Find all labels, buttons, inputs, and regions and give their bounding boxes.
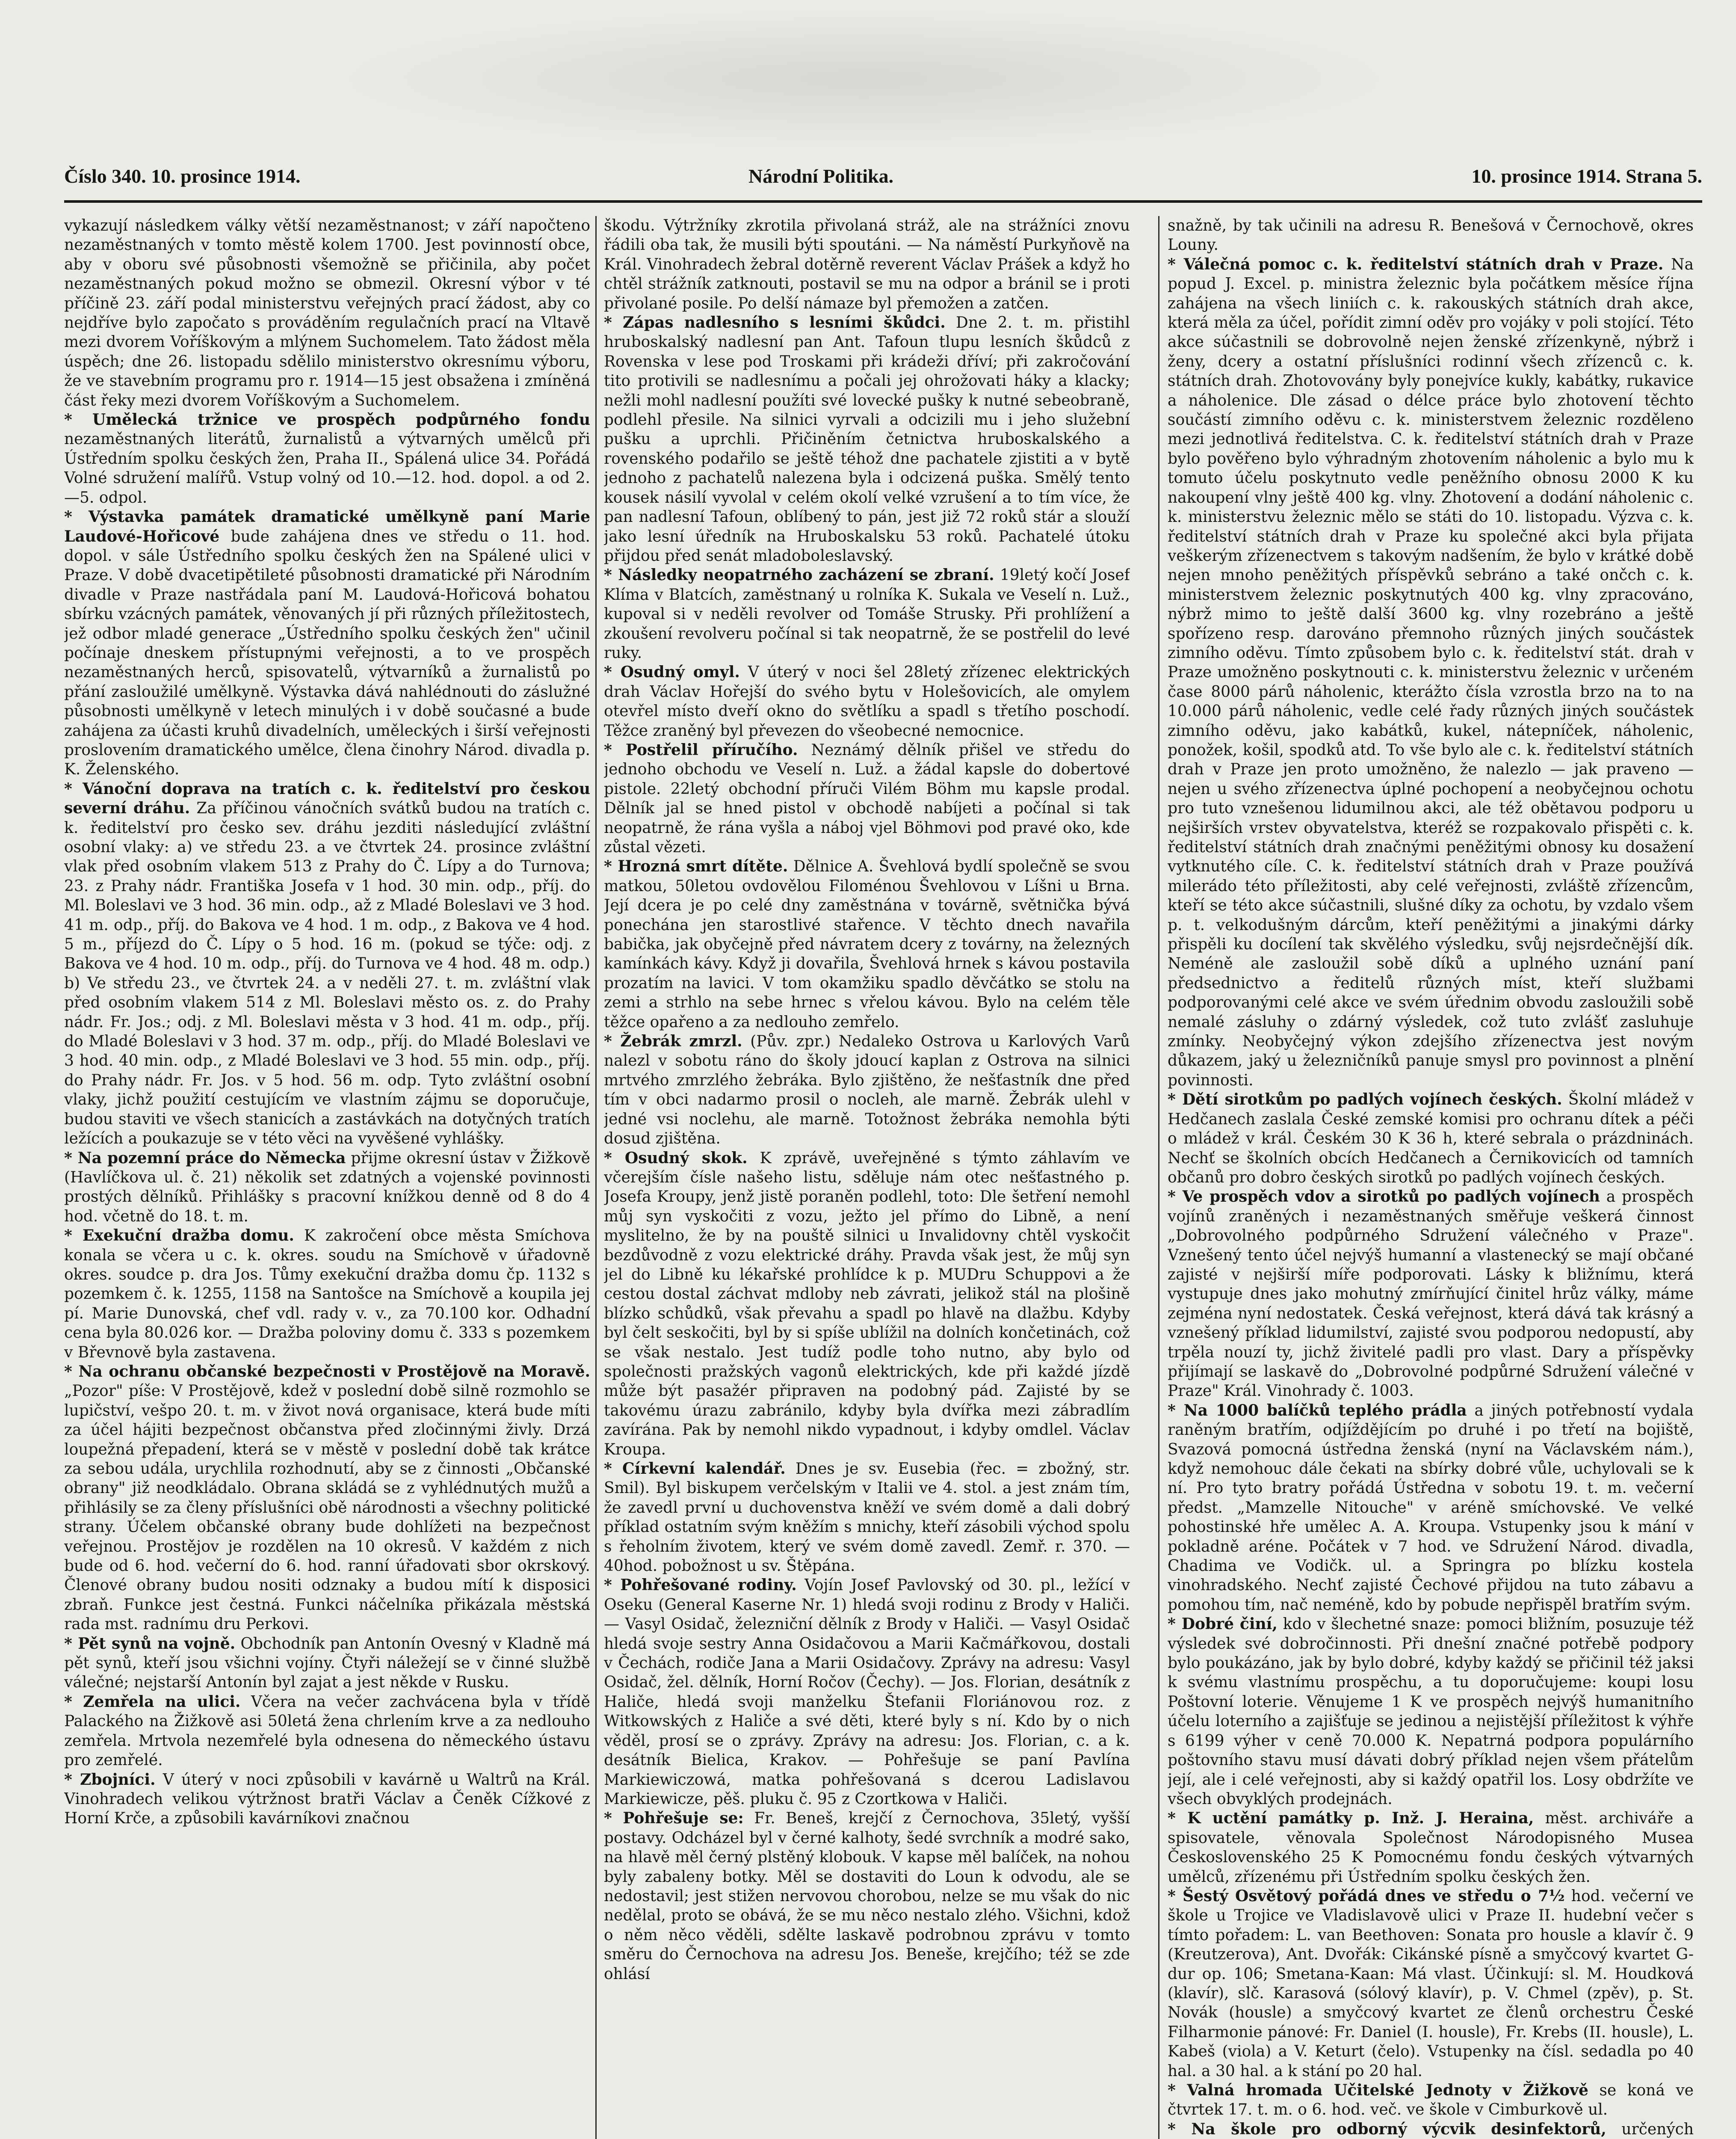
article-paragraph [604,1576,1130,1809]
article-paragraph [604,313,1130,566]
article-heading: * Umělecká tržnice ve prospěch podpůrného fondu [64,411,590,429]
article-text: Dnes je sv. Eusebia (řec. = zbožný, str. Smil). Byl biskupem verčelským v Italii ve 4. stol. a jest znám tím, že zavedl první u duchovenstva kněží ve svém domě a dali dobrý příklad ostatním svým kněžím s mnichy, kteří zásobili východ spolu s řeholním životem, který ve svém domě zavedl. Zemř. r. 370. — 40hod. pobožnost u sv. Štěpána. [604,1460,1130,1575]
column-2 [604,216,1130,2139]
article-text: Za příčinou vánočních svátků budou na tratích c. k. ředitelství pro česko sev. dráhu jezditi následující zvláštní osobní vlaky: a) ve středu 23. a ve čtvrtek 24. prosince zvláštní vlak před osobním vlakem 513 z Prahy do Č. Lípy a do Turnova; 23. z Prahy nádr. Františka Josefa v 1 hod. 30 min. odp., příj. do Ml. Boleslavi ve 3 hod. 36 min. odp., až z Mladé Boleslavi ve 3 hod. 41 m. odp., příj. do Bakova ve 4 hod. 1 m. odp., z Bakova ve 4 hod. 5 m., příjezd do Č. Lípy o 5 hod. 16 m. (pokud se týče: odj. z Bakova ve 4 hod. 10 m. odp., příj. do Turnova ve 4 hod. 48 m. odp.) b) Ve středu 23., ve čtvrtek 24. a v neděli 27. t. m. zvláštní vlak před osobním vlakem 514 z Ml. Boleslavi město os. z. do Prahy nádr. Fr. Jos.; odj. z Ml. Boleslavi města v 3 hod. 41 m. odp., příj. do Mladé Boleslavi v 3 hod. 37 m. odp., příj. do Mladé Boleslavi ve 3 hod. 40 min. odp., z Mladé Boleslavi ve 3 hod. 55 min. odp., příj. do Prahy nádr. Fr. Jos. v 5 hod. 56 m. odp. Tyto zvláštní osobní vlaky, jichž použití cestujícím ve vlastním zájmu se doporučuje, budou staviti ve všech stanicích a zastávkách na dotyčných tratích ležících a poukazuje se v této věci na vyvěšené vyhlášky. [64,800,590,1148]
article-heading: * Na ochranu občanské bezpečnosti v Prostějově na Moravě. [64,1362,590,1381]
column-divider [595,216,597,2139]
article-heading: * Valná hromada Učitelské Jednoty v Žižkově [1168,2081,1588,2099]
newspaper-title: Národní Politika. [748,165,894,187]
article-paragraph [604,1459,1130,1576]
article-text: určených [1621,2120,1694,2138]
article-text: a jiných potřebností vydala raněným bratřím, odjíždějícím po druhé i po třetí na bojiště, Svazová pomocná ústředna ženská (nyní na Václavském nám.), když nemohouc dále čekati na sbírky dobré vůle, uchylovali se k ní. Pro tyto bratry pořádá Ústředna v sobotu 19. t. m. večerní předst. „Mamzelle Nitouche" v aréně smíchovské. Ve velké pohostinské hře umělec A. A. Kroupa. Vstupenky jsou k mání v pokladně aréne. Počátek v 7 hod. ve Sdružení Národ. divadla, Chadima ve Vodičk. ul. a Springra po blízku kostela vinohradského. Nechť zajisté Čechové přijdou na tuto zábavu a pomohou tím, nač neméně, kdo by pobude nepřispěl bratřím svým. [1168,1401,1694,1614]
article-text: Vojín Josef Pavlovský od 30. pl., ležící v Oseku (General Kaserne Nr. 1) hledá svoji rodinu z Brody v Haliči. — Vasyl Osidač, železniční dělník z Brody v Haliči. — Vasyl Osidač hledá svoje sestry Anna Osidačovou a Marii Kačmářkovou, dostali v Čechách, rodiče Jana a Marii Osidačovy. Zprávy na adresu: Vasyl Osidač, žel. dělník, Horní Ročov (Čechy). — Jos. Florian, desátník z Haliče, hledá svoji manželku Štefanii Floriánovou roz. z Witkowských z Haliče a své děti, které byly s ní. Kdo by o nich věděl, prosí se o zprávy. Zprávy na adresu: Jos. Florian, c. a k. desátník Bielica, Krakov. — Pohřešuje se paní Pavlína Markiewiczowá, matka pohřešovaná s dcerou Ladislavou Markiewicze, pěš. pluku č. 95 z Czortkowa v Haliči. [604,1576,1130,1808]
article-text: nezaměstnaných literátů, žurnalistů a výtvarných umělců při Ústředním spolku českých žen, Praha II., Spálená ulice 34. Pořádá Volné sdružení malířů. Vstup volný od 10.—12. hod. dopol. a od 2.—5. odpol. [64,430,590,507]
article-heading: * K uctění památky p. Inž. J. Heraina, [1168,1809,1534,1828]
date-and-page: 10. prosince 1914. Strana 5. [1471,165,1702,187]
article-text: přijme okresní ústav v Žižkově (Havlíčkova ul. č. 21) několik set zdatných a vojenské povinnosti prostých dělníků. Přihlášky s pracovní knížkou denně od 8 do 4 hod. včetně do 18. t. m. [64,1149,590,1225]
article-text: škodu. Výtržníky zkrotila přivolaná stráž, ale na strážníci znovu řádili oba tak, že musili býti spoutáni. — Na náměstí Purkyňově na Král. Vinohradech žebral dotěrně reverent Václav Prášek a když ho chtěl strážník zatknouti, postavil se mu na odpor a bránil se i proti přivolané posile. Po delší námaze byl přemožen a zatčen. [604,217,1130,312]
article-paragraph [1168,216,1694,255]
article-text: bude zahájena dnes ve středu o 11. hod. dopol. v sále Ústředního spolku českých žen na Spálené ulici v Praze. V době dvacetipětileté působnosti dramatické při Národním divadle v Praze nastřádala paní M. Laudová-Hořicová bohatou sbírku vzácných památek, věnovaných jí při různých příležitostech, jež odbor mladé generace „Ústředního spolku českých žen" učinil počínaje dneskem přístupnými veřejnosti, a to ve prospěch nezaměstnaných herců, spisovatelů, výtvarníků a žurnalistů po přání zasloužilé umělkyně. Výstavka dává nahlédnouti do záslužné působnosti umělkyně v letech minulých i v době současné a bude zahájena za účasti kruhů divadelních, uměleckých i širší veřejnosti proslovením dramatického umělce, člena činohry Národ. divadla p. K. Želenského. [64,527,590,779]
article-paragraph [1168,2120,1694,2139]
article-text: hod. večerní ve škole u Trojice ve Vladislavově ulici v Praze II. hudební večer s tímto pořadem: L. van Beethoven: Sonata pro housle a klavír č. 9 (Kreutzerova), Ant. Dvořák: Cikánské písně a smyčcový kvartet G-dur op. 106; Smetana-Kaan: Má vlast. Účinkují: sl. M. Houdková (klavír), slč. Karasová (sólový klavír), p. V. Chmel (zpěv), p. St. Novák (housle) a smyčcový kvartet ze členů orchestru České Filharmonie pánové: Fr. Daniel (I. housle), Fr. Krebs (II. housle), L. Kabeš (viola) a V. Keturt (čelo). Vstupenky na čísl. sedadla po 40 hal. a 30 hal. a k stání po 20 hal. [1168,1887,1694,2080]
article-heading: * Na pozemní práce do Německa [64,1149,346,1167]
article-paragraph [64,1770,590,1828]
article-text: Obchodník pan Antonín Ovesný v Kladně má pět synů, kteří jsou všichni vojíny. Čtyři náležejí se v činné službě válečné; nejstarší Antonín byl zajat a jest někde v Rusku. [64,1635,590,1692]
article-paragraph [604,566,1130,663]
article-text: Školní mládež v Hedčanech zaslala České zemské komisi pro ochranu dítek a péči o mládež v král. Českém 30 K 36 h, které sebrala o prázdninách. Nechť se školních obcích Hedčanech a Černikovicích od tamních občanů pro dobro českých sirotků po padlých vojínech českých. [1168,1091,1694,1186]
article-text: Na popud J. Excel. p. ministra železnic byla počátkem měsíce října zahájena na všech liniích c. k. rakouských státních drah akce, která měla za účel, pořídit zimní oděv pro vojáky v poli stojící. Této akce súčastnili se dobrovolně nejen ženské zřízenkyně, nýbrž i ženy, dcery a ostatní příslušníci rodinní všech zřízenců c. k. státních drah. Zhotovovány byly ponejvíce kukly, kabátky, rukavice a náholenice. Dle zásad o délce práce bylo zhotovení těchto součástí zimního oděvu c. k. ministerstvem železnic rozděleno mezi jednotlivá ředitelstva. C. k. ředitelství státních drah v Praze bylo pověřeno bylo výhradným zhotovením náholenic a bylo mu k tomuto účelu poskytnuto vedle peněžního obnosu 2000 K ku nakoupení vlny ještě 400 kg. vlny. Zhotovení a dodání náholenic c. k. ministerstvu železnic mělo se státi do 10. listopadu. Výzva c. k. ředitelství státních drah v Praze ku společné akci byla přijata veškerým zřízenectvem s takovým nadšením, že bylo v krátké době nejen mnoho peněžitých příspěvků sebráno a také ončch c. k. ministerstvem železnic poskytnutých 400 kg. vlny zpracováno, nýbrž mimo to ještě další 3600 kg. vlny rozebráno a ještě spořízeno resp. darováno přemnoho různých jiných součástek zimního oděvu. Tímto způsobem bylo c. k. ředitelství stát. drah v Praze umožněno poskytnouti c. k. ministerstvu železnic v určeném čase 8000 párů náholenic, kterážto čísla vzrostla brzo na to na 10.000 párů náholenic, vedle celé řady různých jiných součástek zimního oděvu, jako kabátků, kukel, nátepníček, náholenic, ponožek, košil, spodků atd. To vše bylo ale c. k. ředitelství státních drah v Praze jen proto umožněno, že nalezlo — jak praveno — nejen u svého zřízenectva úplné pochopení a neobyčejnou ochotu pro tuto vznešenou lidumilnou akci, ale též obětavou podporu u nejširších vrstev obyvatelstva, kteréž se rozpakovalo přispěti c. k. ředitelství státních drah značnými peněžitými obnosy ku dosažení vytknutého cíle. C. k. ředitelství státních drah v Praze používá milerádo této příležitosti, aby celé veřejnosti, zvláště zřízencům, kteří se této akce súčastnili, slušné díky za ochotu, by vzdalo všem p. t. velkodušným dárcům, kteří peněžitými a jinakými dárky přispěli ku docílení tak skvělého výsledku, svůj nejsrdečnější dík. Neméně ale zasloužil sobě díků a uplného uznání paní předsednictvo a ředitelů různých míst, kteří službami podporovanými celé akce ve svém úřednim obvodu zasloužili sobě nemalé zásluhy o zdárný výsledek, což tuto zvlášť zasluhuje zmínky. Neobyčejný výkon zdejšího zřízenectva jest novým důkazem, jaký u železničníků panuje smysl pro povinnost a plnění povinnosti. [1168,255,1694,1089]
article-heading: * Osudný skok. [604,1149,748,1167]
article-text: kdo v šlechetné snaze: pomoci bližním, posuzuje též výsledek své dobročinnosti. Při dnešní značné potřebě podpory bylo poukázáno, jak by bylo dobré, kdyby každý se přičinil též jaksi k svému vlastnímu prospěchu, a tu doporučujeme: koupi losu Poštovní loterie. Věnujeme 1 K ve prospěch nejvýš humanitního účelu loterního a zajišťuje se jedinou a nejistější příležitost k výhře s 6199 výher v ceně 70.000 K. Nepatrná podpora populárního poštovního stavu musí dávati dobrý příklad nejen všem přátelům její, ale i celé veřejnosti, aby si každý opatřil los. Losy obdržíte ve všech obvyklých prodejnách. [1168,1615,1694,1808]
article-paragraph [1168,1615,1694,1809]
article-heading: * Výstavka památek dramatické umělkyně paní Marie Laudové-Hořicové [64,508,590,545]
article-heading: * Církevní kalendář. [604,1460,786,1478]
article-heading: * Zápas nadlesního s lesními škůdci. [604,314,946,332]
article-heading: * Zbojníci. [64,1770,156,1789]
article-heading: * Žebrák zmrzl. [604,1032,742,1051]
article-heading: * Zemřela na ulici. [64,1692,241,1711]
article-paragraph [1168,1401,1694,1615]
article-heading: * Šestý Osvětový pořádá dnes ve středu o 7½ [1168,1887,1565,1905]
article-heading: * Na škole pro odborný výcvik desinfektorů, [1168,2120,1606,2138]
page-header [64,165,1702,195]
article-heading: * Na 1000 balíčků teplého prádla [1168,1401,1467,1419]
article-paragraph [64,216,590,410]
article-text: 19letý kočí Josef Klíma v Blatcích, zaměstnaný u rolníka K. Sukala ve Veselí n. Luž., kupoval si v neděli revolver od Tomáše Strusky. Při prohlížení a zkoušení revolveru počínal si tak neopatrně, že se postřelil do levé ruky. [604,566,1130,662]
article-paragraph [604,1032,1130,1148]
article-text: V úterý v noci šel 28letý zřízenec elektrických drah Václav Hořejší do svého bytu v Holešovicích, ale omylem otevřel místo dveří okno do světlíku a spadl s třetího poschodí. Těžce zraněný byl převezen do všeobecné nemocnice. [604,664,1130,740]
article-text: Včera na večer zachvácena byla v třídě Palackého na Žižkově asi 50letá žena chrlením krve a za nedlouho zemřela. Mrtvola nezemřelé byla odnesena do německého ústavu pro zemřelé. [64,1693,590,1769]
article-heading: * Osudný omyl. [604,663,740,681]
article-paragraph [604,663,1130,741]
article-paragraph [604,741,1130,857]
article-heading: * Exekuční dražba domu. [64,1227,294,1245]
article-text: a prospěch vojínů zraněných i nezaměstnaných směřuje veškerá činnost „Dobrovolného podpůrného Sdružení válečného v Praze". Vznešený tento účel nejvýš humanní a vlastenecký se mají občané zajisté v nejširší míře podporovati. Lásky k bližnímu, která vystupuje dnes jako mohutný zmírňující činitel hrůz války, máme zejména nyní nedostatek. Česká veřejnost, která dává tak krásný a vznešený příklad lidumilství, zajisté svou podporou nedopustí, aby trpěla nouzí ty, jichž živitelé padli pro vlast. Dary a příspěvky přijímají se laskavě do „Dobrovolné podpůrné Sdružení válečné v Praze" Král. Vinohrady č. 1003. [1168,1188,1694,1400]
article-heading: * Vánoční doprava na tratích c. k. ředitelství pro českou severní dráhu. [64,779,590,818]
issue-number: Číslo 340. 10. prosince 1914. [64,165,301,187]
article-text: měst. archiváře a spisovatele, věnovala Společnost Národopisného Musea Československého 25 K Pomocnému fondu českých výtvarných umělců, zřízenému při Ústředním spolku českých žen. [1168,1810,1694,1886]
article-paragraph [64,410,590,507]
article-text: (Pův. zpr.) Nedaleko Ostrova u Karlových Varů nalezl v sobotu ráno do školy jdoucí kaplan z Ostrova na silnici mrtvého zmrzlého žebráka. Bylo zjištěno, že nešťastník dne před tím v obci nadarmo prosil o nocleh, ale marně. Žebrák ulehl v jedné vsi noclehu, ale marně. Totožnost žebráka nemohla býti dosud zjištěna. [604,1033,1130,1148]
article-paragraph [1168,1887,1694,2081]
article-paragraph [1168,1809,1694,1887]
article-paragraph [604,1809,1130,1984]
article-text: snažně, by tak učinili na adresu R. Benešová v Černochově, okres Louny. [1168,217,1694,254]
article-heading: * Dětí sirotkům po padlých vojínech českých. [1168,1090,1562,1109]
article-text: K zprávě, uveřejněné s týmto záhlavím ve včerejším čísle našeho listu, sděluje nám otec nešťastného p. Josefa Kroupy, jenž jistě poraněn podlehl, toto: Dle šetření nemohl můj syn vyskočiti z vozu, ježto jel přímo do Libně, a není myslitelno, že by na pouště silnici u Invalidovny chtěl vyskočit bezdůvodně z vozu elektrické dráhy. Pravda však jest, že můj syn jel do Libně ku lékařské prohlídce k p. MUDru Schuppovi a že cestou dostal záchvat mdloby neb závrati, jelikož stál na plošině blízko schůdků, však převahu a spadl po hlavě na dlažbu. Kdyby byl čelt seskočiti, byl by si spíše ublížil na dolních končetinách, což se však nestalo. Jest tudíž podle toho nutno, aby bylo od společnosti pražských vagonů elektrických, kde při každé jízdě může být pasažér připraven na podobný pád. Zajisté by se takovému úrazu zabránilo, kdyby byla dvířka mezi zábradlím zavírána. Pak by nemohl nikdo vypadnout, i kdyby omdlel. Václav Kroupa. [604,1149,1130,1458]
column-1 [64,216,590,2139]
article-heading: * Válečná pomoc c. k. ředitelství státních drah v Praze. [1168,255,1664,273]
article-text: Dělnice A. Švehlová bydlí společně se svou matkou, 50letou ovdovělou Filoménou Švehlovou v Líšni u Brna. Její dcera je po celé dny zaměstnána v továrně, světnička bývá ponechána jen starostlivé stařence. V těchto dnech navařila babička, jak obyčejně před návratem dcery z továrny, na železných kamínkách kávy. Když ji dovařila, Švehlová hrnek s kávou postavila prozatím na lavici. V tom okamžiku spadlo děvčátko se stolu na zemi a strhlo na sebe hrnec s vřelou kávou. Bylo na celém těle těžce opařeno a za nedlouho zemřelo. [604,858,1130,1031]
scan-bleed-through [308,4,1420,154]
article-heading: * Dobré činí, [1168,1615,1278,1633]
article-heading: * Ve prospěch vdov a sirotků po padlých vojínech [1168,1188,1600,1206]
article-paragraph [64,1149,590,1227]
article-paragraph [64,507,590,779]
article-heading: * Pohřešuje se: [604,1809,744,1828]
header-rule [64,200,1702,203]
column-3 [1168,216,1694,2139]
article-heading: * Pohřešované rodiny. [604,1576,797,1594]
article-text: Fr. Beneš, krejčí z Černochova, 35letý, vyšší postavy. Odcházel byl v černé kalhoty, šedé svrchník a modré sako, na hlavě měl černý plstěný klobouk. V kapse měl balíček, na nohou byly zabaleny botky. Měl se dostaviti do Loun k odvodu, ale se nedostavil; jest stižen nervovou chorobou, nelze se mu však do nic nedělal, proto se obává, že se mu něco nestalo zlého. Všichni, kdož o něm něco věděli, sdělte laskavě podrobnou zprávu v tomto směru do Černochova na adresu Jos. Beneše, krejčího; též se zde ohlásí [604,1810,1130,1983]
article-paragraph [64,1634,590,1692]
article-paragraph [1168,2081,1694,2120]
article-heading: * Pět synů na vojně. [64,1634,236,1653]
article-paragraph [604,216,1130,313]
article-text: „Pozor" píše: V Prostějově, kdež v poslední době silně rozmohlo se lupičství, vešpo 20. t. m. v život nová organisace, která bude míti za účel hájiti bezpečnost občanstva před zločinnými živly. Drzá loupežná přepadení, která se v městě v poslední době tak krátce za sebou udála, urychlila rozhodnutí, aby se z činnosti „Občanské obrany" již neodkládalo. Obrana skládá se z vyhlédnutých mužů a přihlásily se za členy příslušníci obě národnosti a všechny politické strany. Účelem občanské obrany bude dohlížeti na bezpečnost veřejnou. Prostějov je rozdělen na 10 okresů. V každém z nich bude od 6. hod. večerní do 6. hod. ranní úřadovati sbor okrskový. Členové obrany budou nositi odznaky a budou mítí k disposici zbraň. Funkce jest čestná. Funkci náčelníka přikázala městská rada mst. radnímu dru Perkovi. [64,1382,590,1633]
column-divider [1158,216,1159,2139]
article-text: se koná ve čtvrtek 17. t. m. o 6. hod. več. ve škole v Cimburkově ul. [1168,2082,1694,2119]
article-paragraph [64,779,590,1149]
article-text: Dne 2. t. m. přistihl hruboskalský nadlesní pan Ant. Tafoun tlupu lesních škůdců z Rovenska v lese pod Troskami při krádeži dříví; při zakročování tito protivili se nadlesnímu a počali jej ohrožovati háky a klacky; nežli mohl nadlesní použíti své lovecké pušky k nutné sebeobraně, podlehl přesile. Na silnici vyrvali a odcizili mu i jeho služební pušku a uprchli. Přičiněním četnictva hruboskalského a rovenského podařilo se ještě téhož dne pachatele zjistiti a v bytě jednoho z pachatelů nalezena byla i odcizená puška. Smělý tento kousek násilí vyvolal v celém okolí velké vzrušení a to tím více, že pan nadlesní Tafoun, oblíbený to pán, jest již 72 roků stár a slouží jako lesní úředník na Hruboskalsku 53 roků. Pachatelé útoku přijdou před senát mladoboleslavský. [604,314,1130,565]
article-text: V úterý v noci způsobili v kavárně u Waltrů na Král. Vinohradech velikou výtržnost bratři Václav a Čeněk Cížkové z Horní Krče, a způsobili kavárníkovi značnou [64,1771,590,1828]
article-text: K zakročení obce města Smíchova konala se včera u c. k. okres. soudu na Smíchově v úřadovně okres. soudce p. dra Jos. Tůmy exekuční dražba domu čp. 1132 s pozemkem č. k. 1255, 1158 na Santošce na Smíchově a koupila jej pí. Marie Dunovská, chef vdl. rady v. v., za 70.100 kor. Odhadní cena byla 80.026 kor. — Dražba poloviny domu č. 333 s pozemkem v Břevnově byla zastavena. [64,1227,590,1361]
article-paragraph [1168,1187,1694,1401]
article-heading: * Následky neopatrného zacházení se zbraní. [604,566,994,584]
article-paragraph [1168,255,1694,1090]
article-paragraph [604,1149,1130,1460]
article-paragraph [1168,1090,1694,1187]
article-paragraph [64,1692,590,1770]
article-heading: * Hrozná smrt dítěte. [604,857,788,876]
article-paragraph [64,1226,590,1362]
article-text: Neznámý dělník přišel ve středu do jednoho obchodu ve Veselí n. Luž. a žádal kapsle do dobertové pistole. 22letý obchodní příruči Vilém Böhm mu kapsle prodal. Dělník jal se hned pistol v obchodě nabíjeti a počínal si tak neopatrně, že rána vyšla a náboj vjel Böhmovi pod pravé oko, kde zůstal vězeti. [604,741,1130,856]
article-paragraph [64,1362,590,1634]
article-text: vykazují následkem války větší nezaměstnanost; v září napočteno nezaměstnaných v tomto městě kolem 1700. Jest povinností obce, aby v oboru své působnosti všemožně se přičinila, aby počet nezaměstnaných pokud možno se obmezil. Okresní výbor v té příčině 23. září podal ministerstvu veřejných prací žádost, aby co nejdříve bylo započato s prováděním regulačních prací na Vltavě mezi dvorem Voříškovým a mlýnem Suchomelem. Tato žádost měla úspěch; dne 26. listopadu sdělilo ministerstvo okresnímu výboru, že ve stavebním programu pro r. 1914—15 jest obsažena i zmíněná část řeky mezi dvorem Voříškovým a Suchomelem. [64,217,590,409]
article-paragraph [604,857,1130,1032]
article-heading: * Postřelil příručího. [604,741,798,759]
